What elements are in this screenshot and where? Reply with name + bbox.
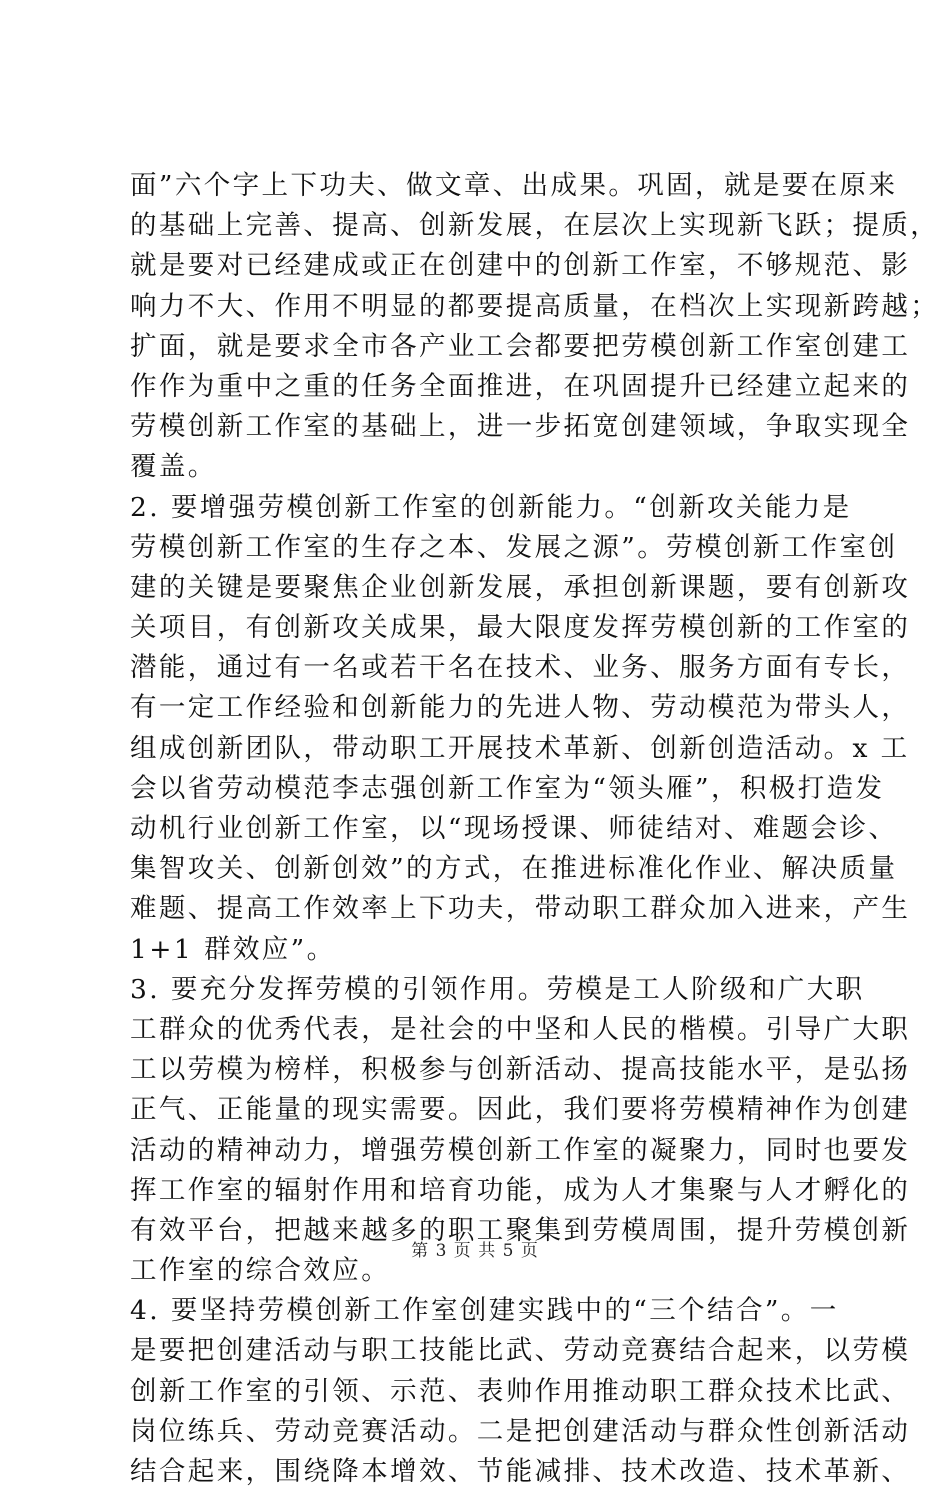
text-line: 正气、正能量的现实需要。因此，我们要将劳模精神作为创建 [130,1094,911,1126]
text-line: 工作室的综合效应。 [130,1255,391,1287]
text-line: 关项目，有创新攻关成果，最大限度发挥劳模创新的工作室的 [130,612,911,644]
text-line: 岗位练兵、劳动竞赛活动。二是把创建活动与群众性创新活动 [130,1415,911,1447]
text-line: 有一定工作经验和创新能力的先进人物、劳动模范为带头人， [130,692,911,724]
text-line: 工以劳模为榜样，积极参与创新活动、提高技能水平，是弘扬 [130,1054,911,1086]
text-line: 集智攻关、创新创效”的方式，在推进标准化作业、解决质量 [130,853,898,885]
text-line: 潜能，通过有一名或若干名在技术、业务、服务方面有专长， [130,652,911,684]
text-line: 创新工作室的引领、示范、表帅作用推动职工群众技术比武、 [130,1375,911,1407]
text-line: 扩面，就是要求全市各产业工会都要把劳模创新工作室创建工 [130,330,911,362]
text-line: 1+1 群效应”。 [130,933,336,965]
text-line: 活动的精神动力，增强劳模创新工作室的凝聚力，同时也要发 [130,1134,911,1166]
text-line: 面”六个字上下功夫、做文章、出成果。巩固，就是要在原来 [130,170,898,201]
text-line: 会以省劳动模范李志强创新工作室为“领头雁”，积极打造发 [130,772,885,804]
text-line: 2. 要增强劳模创新工作室的创新能力。“创新攻关能力是 [130,491,852,523]
text-line: 挥工作室的辐射作用和培育功能，成为人才集聚与人才孵化的 [130,1174,911,1206]
text-line: 组成创新团队，带动职工开展技术革新、创新创造活动。x 工 [130,732,910,764]
text-line: 是要把创建活动与职工技能比武、劳动竞赛结合起来，以劳模 [130,1335,911,1367]
page-number-label: 第 3 页 共 5 页 [411,1241,539,1261]
text-line: 3. 要充分发挥劳模的引领作用。劳模是工人阶级和广大职 [130,973,865,1005]
text-line: 劳模创新工作室的生存之本、发展之源”。劳模创新工作室创 [130,531,898,563]
text-line: 劳模创新工作室的基础上，进一步拓宽创建领域，争取实现全 [130,411,911,443]
text-line: 4. 要坚持劳模创新工作室创建实践中的“三个结合”。一 [130,1295,839,1327]
text-line: 覆盖。 [130,451,217,483]
text-line: 建的关键是要聚焦企业创新发展，承担创新课题，要有创新攻 [130,571,911,603]
text-line: 的基础上完善、提高、创新发展，在层次上实现新飞跃；提质， [130,210,940,242]
body-text [130,166,940,1492]
page-footer [0,1240,950,1262]
text-line: 有效平台，把越来越多的职工聚集到劳模周围，提升劳模创新 [130,1214,911,1246]
text-line: 结合起来，围绕降本增效、节能减排、技术改造、技术革新、 [130,1456,911,1487]
text-line: 工群众的优秀代表，是社会的中坚和人民的楷模。引导广大职 [130,1013,911,1045]
text-line: 就是要对已经建成或正在创建中的创新工作室，不够规范、影 [130,250,911,282]
text-line: 作作为重中之重的任务全面推进，在巩固提升已经建立起来的 [130,370,911,402]
text-line: 动机行业创新工作室，以“现场授课、师徒结对、难题会诊、 [130,813,898,844]
text-line: 难题、提高工作效率上下功夫，带动职工群众加入进来，产生 [130,893,911,925]
text-line: 响力不大、作用不明显的都要提高质量，在档次上实现新跨越； [130,290,940,322]
